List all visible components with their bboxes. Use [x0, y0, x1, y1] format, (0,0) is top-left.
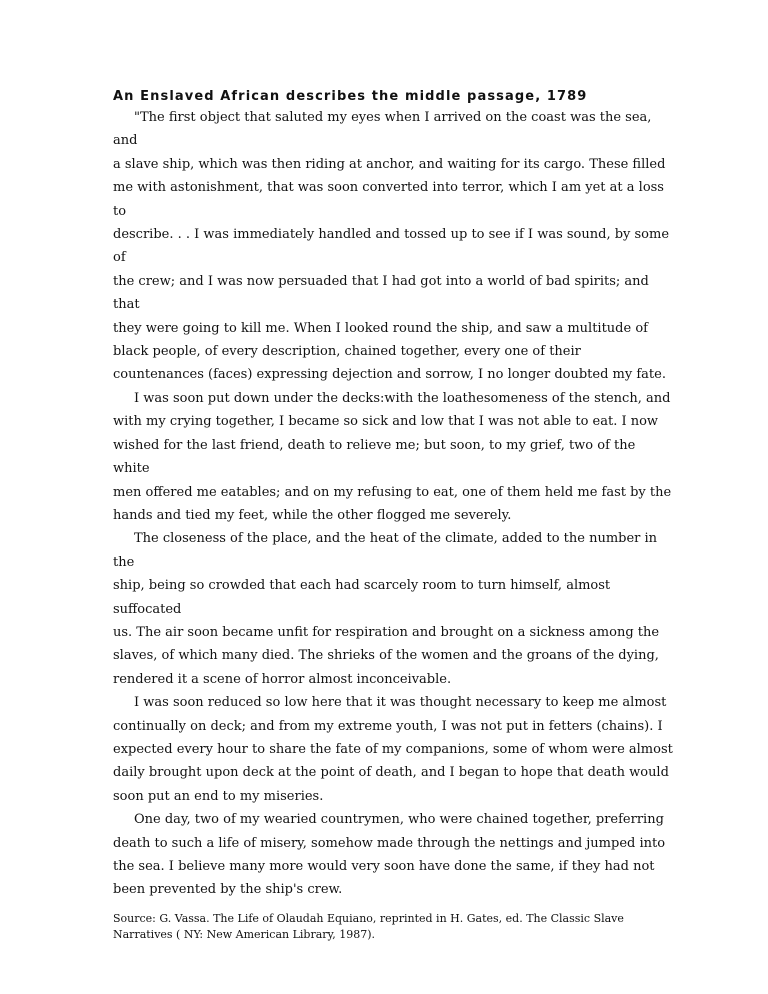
paragraph-2: I was soon put down under the decks:with the loathesomeness of the stench, and with my crying together, I became so sick and low that I was not able to eat. I now wished for the last friend, death to relieve me; but soon, to my grief, two of the white men offered me eatables; and on my refusing to eat, one of them held me fast by the hands and tied my feet, while the other flogged me severely. — [113, 390, 672, 523]
paragraph-4: I was soon reduced so low here that it was thought necessary to keep me almost continually on deck; and from my extreme youth, I was not put in fetters (chains). I expected every hour to share the fate of my companions, some of whom were almost daily brought upon deck at the point of death, and I began to hope that death would soon put an end to my miseries. — [113, 695, 673, 804]
paragraph-1: "The first object that saluted my eyes when I arrived on the coast was the sea, and a slave ship, which was then riding at anchor, and waiting for its cargo. These filled me with astonishment, that was soon converted into terror, which I am yet at a loss to describe. . . I was immediately handled and tossed up to see if I was sound, by some of the crew; and I was now persuaded that I had got into a world of bad spirits; and that they were going to kill me. When I looked round the ship, and saw a multitude of black people, of every description, chained together, every one of their countenances (faces) expressing dejection and sorrow, I no longer doubted my fate. — [113, 110, 670, 383]
paragraph-3: The closeness of the place, and the heat of the climate, added to the number in the ship, being so crowded that each had scarcely room to turn himself, almost suffocated us. The air soon became unfit for respiration and brought on a sickness among the slaves, of which many died. The shrieks of the women and the groans of the dying, rendered it a scene of horror almost inconceivable. — [113, 531, 660, 687]
document-body — [113, 89, 673, 943]
document-title: An Enslaved African describes the middle passage, 1789 — [113, 89, 588, 104]
paragraph-5: One day, two of my wearied countrymen, who were chained together, preferring death to such a life of misery, somehow made through the nettings and jumped into the sea. I believe many more would very soon have done the same, if they had not been prevented by the ship's crew. — [113, 812, 666, 898]
source-citation: Source: G. Vassa. The Life of Olaudah Equiano, reprinted in H. Gates, ed. The Classic Slave Narratives ( NY: New American Library, 1987). — [113, 911, 624, 941]
